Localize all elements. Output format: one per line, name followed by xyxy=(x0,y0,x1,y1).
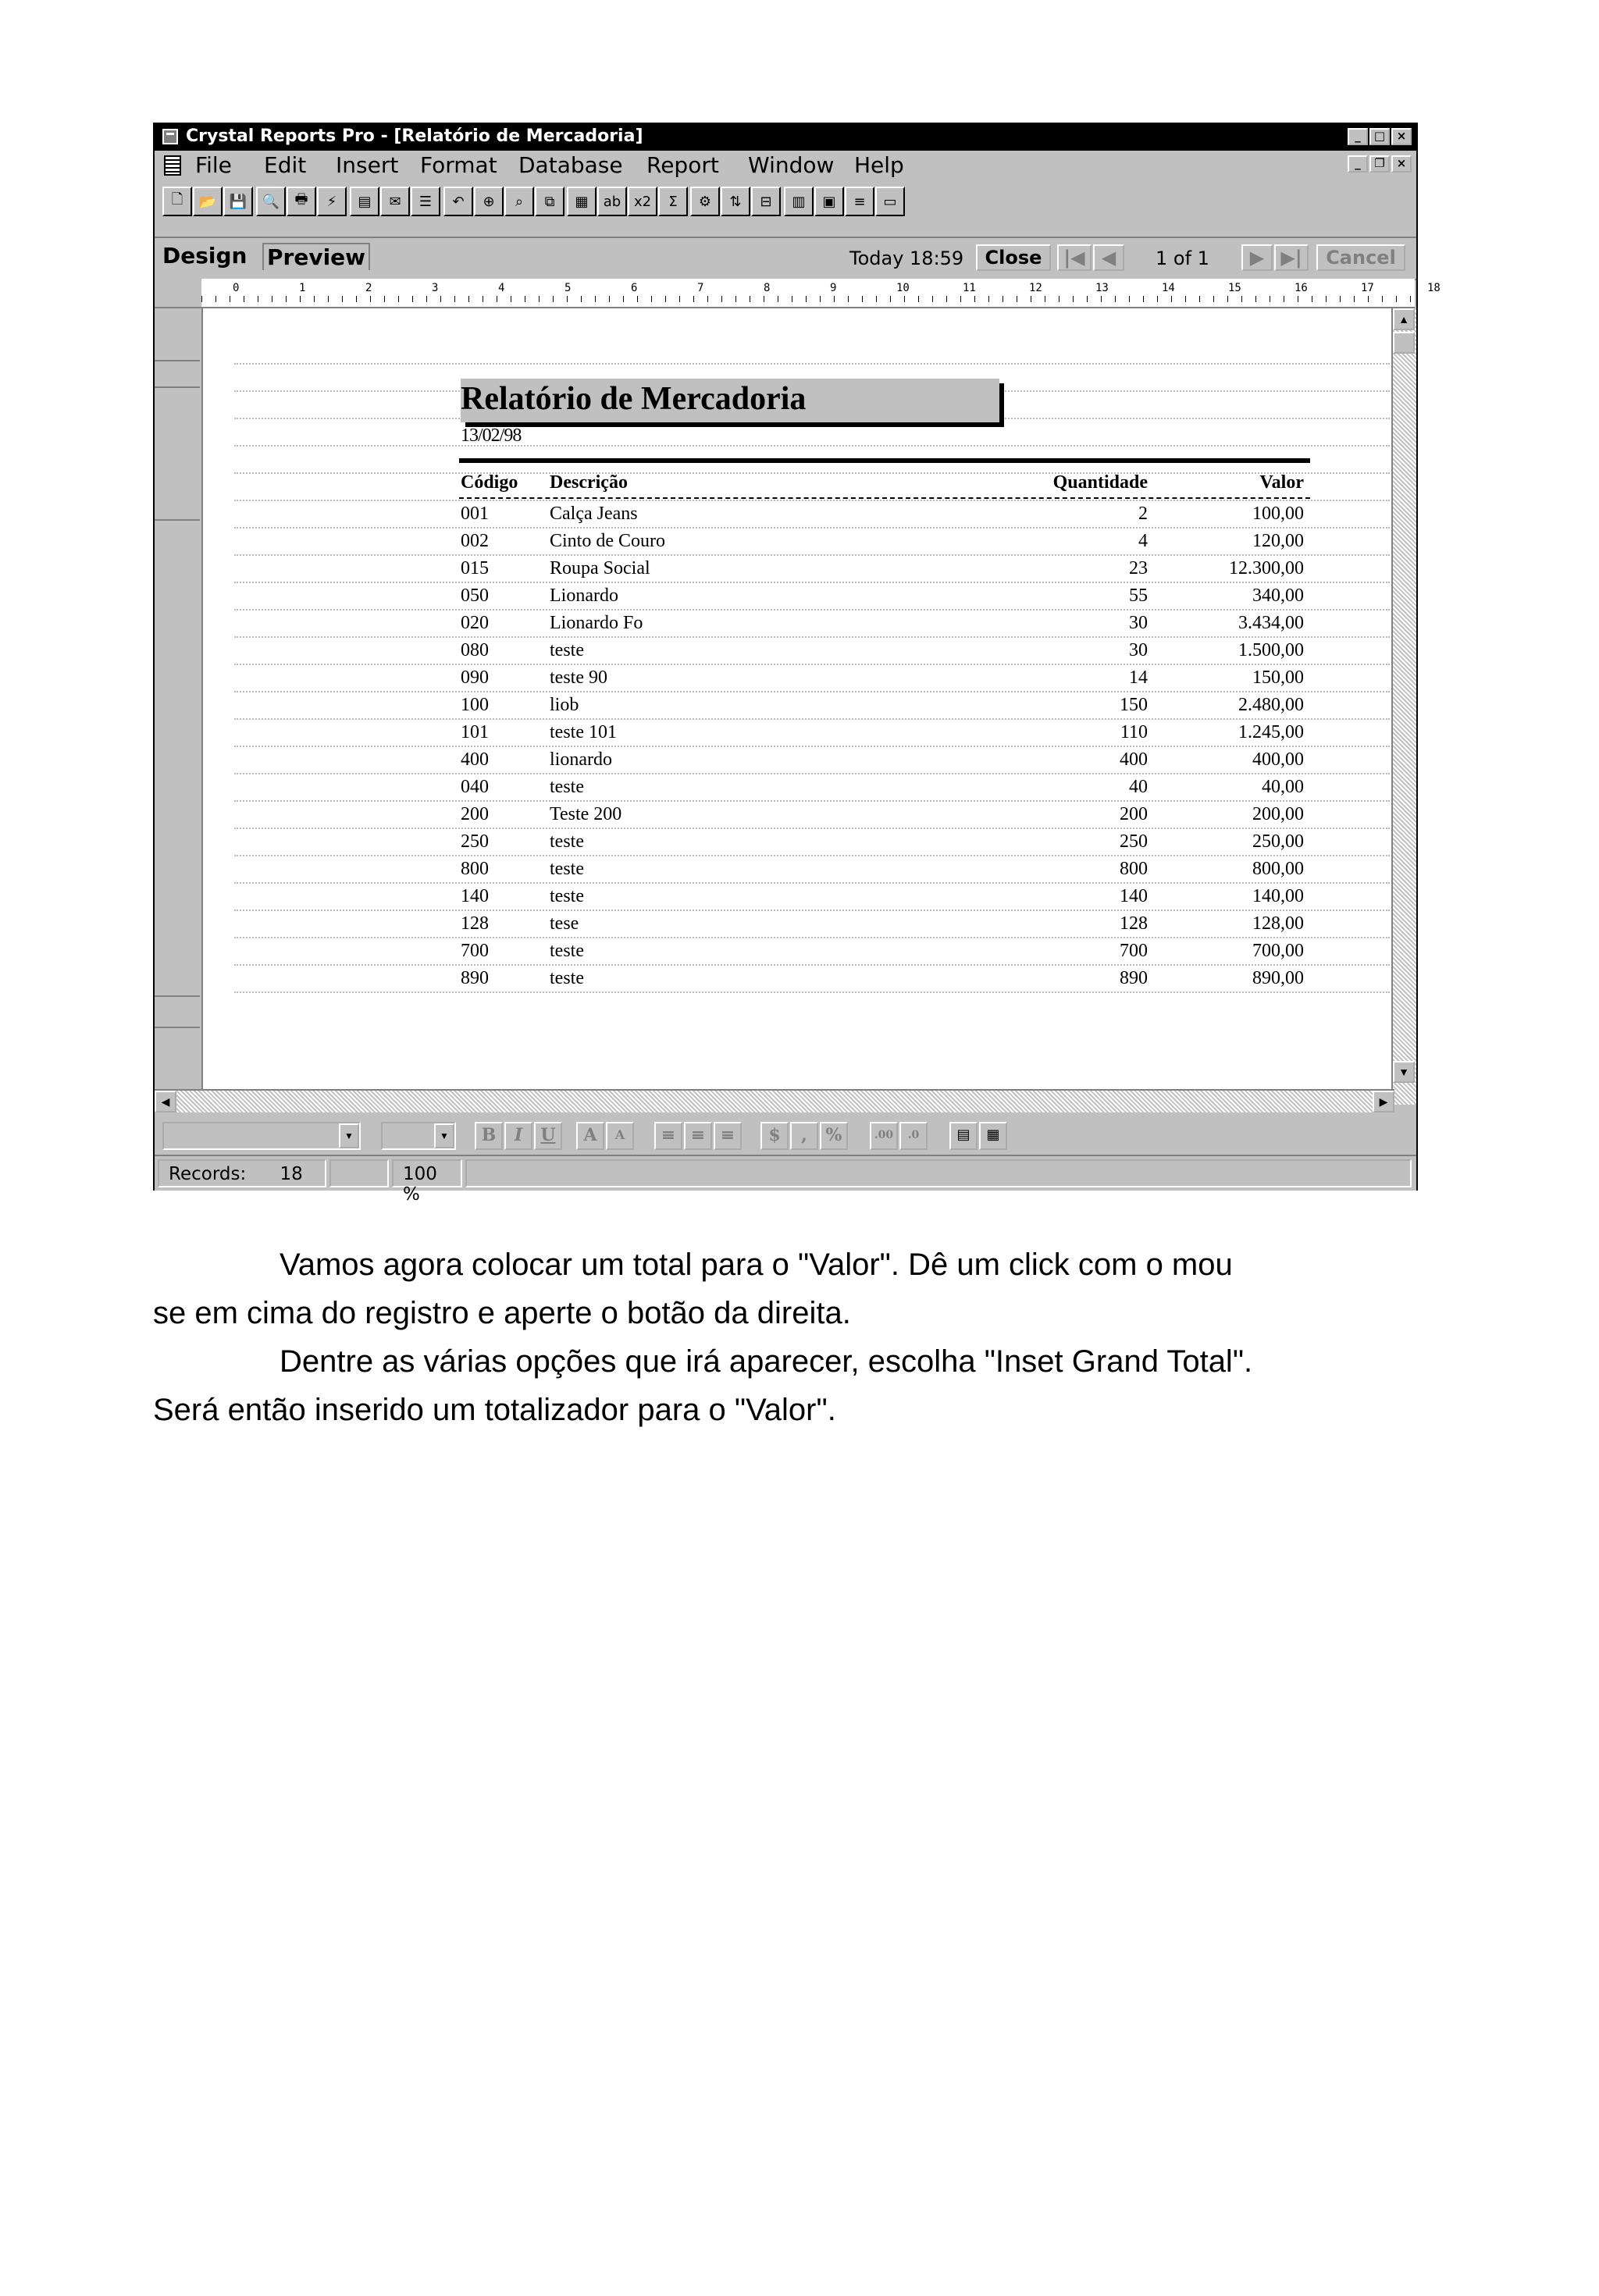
cell-codigo[interactable]: 200 xyxy=(461,804,489,824)
horizontal-scrollbar[interactable] xyxy=(155,1089,1394,1114)
ruler-tick-label: 7 xyxy=(697,282,704,294)
insert-summary-icon[interactable]: Σ xyxy=(658,187,688,216)
report-canvas[interactable] xyxy=(203,308,1405,1089)
menu-report[interactable]: Report xyxy=(646,152,719,178)
grid-guide-line xyxy=(234,554,1390,556)
doc-close-button[interactable]: × xyxy=(1391,155,1412,173)
ruler-tick-label: 18 xyxy=(1427,282,1441,294)
menu-file[interactable]: File xyxy=(195,152,232,178)
thousands-separator-icon[interactable]: , xyxy=(790,1122,818,1150)
scroll-left-button[interactable]: ◀ xyxy=(155,1091,176,1112)
scroll-down-button[interactable]: ▼ xyxy=(1393,1061,1415,1083)
ruler-corner xyxy=(155,279,201,308)
cell-codigo[interactable]: 890 xyxy=(461,968,489,988)
cell-descricao[interactable]: Lionardo Fo xyxy=(550,613,643,633)
cell-descricao[interactable]: tese xyxy=(550,913,579,934)
window-title: Crystal Reports Pro - [Relatório de Mercadoria] xyxy=(186,126,643,146)
grid-guide-line xyxy=(234,582,1390,583)
preview-header-bar xyxy=(155,237,1416,280)
cell-valor[interactable]: 12.300,00 xyxy=(1229,558,1304,578)
cell-valor[interactable]: 700,00 xyxy=(1252,941,1304,961)
cell-quantidade[interactable]: 2 xyxy=(1138,504,1148,524)
grid-guide-line xyxy=(234,964,1390,966)
ruler-tick-label: 1 xyxy=(299,282,306,294)
doc-restore-button[interactable]: ❐ xyxy=(1369,155,1390,173)
cancel-button[interactable]: Cancel xyxy=(1316,244,1405,271)
cell-descricao[interactable]: teste xyxy=(550,640,584,660)
grid-guide-line xyxy=(234,445,1390,447)
cell-valor[interactable]: 150,00 xyxy=(1252,667,1304,688)
percent-icon[interactable]: % xyxy=(820,1122,848,1150)
cell-quantidade[interactable]: 150 xyxy=(1120,695,1148,715)
save-icon[interactable]: 💾 xyxy=(223,187,253,216)
format-field-icon[interactable]: ▤ xyxy=(949,1122,978,1150)
cell-codigo[interactable]: 101 xyxy=(461,722,489,742)
font-name-combo[interactable]: ▼ xyxy=(162,1122,361,1150)
ruler-tick-label: 4 xyxy=(498,282,505,294)
cell-quantidade[interactable]: 700 xyxy=(1120,941,1148,961)
report-expert-icon[interactable]: ☰ xyxy=(411,187,440,216)
cell-codigo[interactable]: 140 xyxy=(461,886,489,906)
scroll-thumb[interactable] xyxy=(1393,332,1415,354)
grid-guide-line xyxy=(234,882,1390,884)
cell-descricao[interactable]: teste 101 xyxy=(550,722,617,742)
ruler-tick-label: 14 xyxy=(1162,282,1175,294)
body-line-4: Será então inserido um totalizador para o "Valor". xyxy=(153,1393,836,1427)
report-date[interactable]: 13/02/98 xyxy=(461,425,522,446)
cell-valor[interactable]: 3.434,00 xyxy=(1238,613,1304,633)
align-right-icon[interactable]: ≡ xyxy=(714,1122,742,1150)
grid-guide-line xyxy=(234,691,1390,692)
ruler-tick-label: 11 xyxy=(963,282,976,294)
vertical-scrollbar[interactable] xyxy=(1391,308,1416,1105)
insert-chart-icon[interactable]: ▥ xyxy=(784,187,814,216)
cell-quantidade[interactable]: 800 xyxy=(1120,859,1148,879)
status-message-panel xyxy=(465,1159,1412,1187)
cell-quantidade[interactable]: 128 xyxy=(1120,913,1148,934)
close-window-button[interactable]: × xyxy=(1391,128,1412,145)
cell-descricao[interactable]: teste 90 xyxy=(550,667,607,688)
new-icon[interactable]: 🗋 xyxy=(162,187,192,216)
print-preview-icon[interactable]: 🔍 xyxy=(256,187,286,216)
cell-codigo[interactable]: 020 xyxy=(461,613,489,633)
cell-valor[interactable]: 250,00 xyxy=(1252,831,1304,852)
cell-codigo[interactable]: 100 xyxy=(461,695,489,715)
grid-guide-line xyxy=(234,609,1390,610)
cell-codigo[interactable]: 250 xyxy=(461,831,489,852)
cell-valor[interactable]: 100,00 xyxy=(1252,504,1304,524)
cell-quantidade[interactable]: 14 xyxy=(1129,667,1148,688)
find-icon[interactable]: ⌕ xyxy=(504,187,534,216)
grid-guide-line xyxy=(234,363,1390,365)
cell-quantidade[interactable]: 890 xyxy=(1120,968,1148,988)
ruler-tick-label: 12 xyxy=(1029,282,1042,294)
grid-guide-line xyxy=(234,746,1390,747)
cell-valor[interactable]: 140,00 xyxy=(1252,886,1304,906)
cell-descricao[interactable]: teste xyxy=(550,968,584,988)
grid-guide-line xyxy=(234,910,1390,911)
cell-descricao[interactable]: Calça Jeans xyxy=(550,504,638,524)
grid-guide-line xyxy=(234,500,1390,501)
status-bar xyxy=(155,1155,1416,1205)
grid-guide-line xyxy=(234,937,1390,938)
minimize-button[interactable]: _ xyxy=(1348,128,1368,145)
today-timestamp: Today 18:59 xyxy=(849,247,964,269)
ruler-tick-label: 6 xyxy=(631,282,638,294)
sort-order-icon[interactable]: ⇅ xyxy=(721,187,750,216)
menu-bar xyxy=(155,151,1416,180)
group-icon[interactable]: ⊟ xyxy=(751,187,781,216)
export-icon[interactable]: ▤ xyxy=(350,187,379,216)
next-page-button[interactable]: ▶ xyxy=(1241,244,1273,271)
ruler-tick-label: 10 xyxy=(896,282,910,294)
section-gutter xyxy=(155,308,203,1089)
column-header-valor[interactable]: Valor xyxy=(1259,472,1304,493)
page-indicator: 1 of 1 xyxy=(1156,247,1209,269)
decrease-decimals-icon[interactable]: .0 xyxy=(899,1122,928,1150)
cell-codigo[interactable]: 001 xyxy=(461,504,489,524)
increase-font-icon[interactable]: A xyxy=(576,1122,604,1150)
cell-quantidade[interactable]: 4 xyxy=(1138,531,1148,551)
cell-descricao[interactable]: Lionardo xyxy=(550,586,618,606)
menu-insert[interactable]: Insert xyxy=(336,152,399,178)
cell-codigo[interactable]: 128 xyxy=(461,913,489,934)
horizontal-ruler xyxy=(201,279,1441,308)
cell-descricao[interactable]: liob xyxy=(550,695,579,715)
cell-quantidade[interactable]: 40 xyxy=(1129,777,1148,797)
status-empty-panel xyxy=(329,1159,389,1187)
cell-quantidade[interactable]: 30 xyxy=(1129,613,1148,633)
tab-preview[interactable]: Preview xyxy=(262,243,370,270)
cell-quantidade[interactable]: 200 xyxy=(1120,804,1148,824)
title-rule xyxy=(459,458,1310,463)
format-toolbar xyxy=(155,1112,1416,1153)
currency-icon[interactable]: $ xyxy=(760,1122,789,1150)
maximize-button[interactable]: □ xyxy=(1369,128,1390,145)
grid-guide-line xyxy=(234,773,1390,774)
body-line-3: Dentre as várias opções que irá aparecer, escolha "Inset Grand Total". xyxy=(280,1344,1253,1379)
menu-window[interactable]: Window xyxy=(748,152,835,178)
grid-guide-line xyxy=(234,664,1390,665)
align-center-icon[interactable]: ≡ xyxy=(684,1122,712,1150)
refresh-icon[interactable]: ⚡ xyxy=(317,187,347,216)
body-line-2: se em cima do registro e aperte o botão da direita. xyxy=(153,1296,851,1330)
records-count: 18 xyxy=(280,1164,303,1184)
ruler-tick-label: 9 xyxy=(830,282,837,294)
menu-help[interactable]: Help xyxy=(854,152,904,178)
decrease-font-icon[interactable]: A xyxy=(606,1122,634,1150)
cell-quantidade[interactable]: 30 xyxy=(1129,640,1148,660)
cell-codigo[interactable]: 015 xyxy=(461,558,489,578)
grid-guide-line xyxy=(234,800,1390,802)
cell-codigo[interactable]: 400 xyxy=(461,749,489,770)
cell-quantidade[interactable]: 250 xyxy=(1120,831,1148,852)
ruler-tick-label: 17 xyxy=(1361,282,1374,294)
menu-format[interactable]: Format xyxy=(420,152,497,178)
print-icon[interactable]: 🖶 xyxy=(287,187,316,216)
font-size-combo[interactable]: ▼ xyxy=(381,1122,456,1150)
cell-quantidade[interactable]: 400 xyxy=(1120,749,1148,770)
scroll-up-button[interactable]: ▲ xyxy=(1393,308,1415,330)
last-page-button[interactable]: ▶| xyxy=(1274,244,1309,271)
ruler-tick-label: 8 xyxy=(764,282,771,294)
insert-formula-icon[interactable]: x2 xyxy=(628,187,657,216)
cell-valor[interactable]: 128,00 xyxy=(1252,913,1304,934)
cell-descricao[interactable]: lionardo xyxy=(550,749,612,770)
zoom-icon[interactable]: ⊕ xyxy=(474,187,504,216)
menu-database[interactable]: Database xyxy=(518,152,623,178)
bold-button[interactable]: B xyxy=(475,1122,503,1150)
cell-descricao[interactable]: teste xyxy=(550,941,584,961)
cell-valor[interactable]: 1.500,00 xyxy=(1238,640,1304,660)
header-rule xyxy=(459,497,1310,499)
insert-text-field-icon[interactable]: ab xyxy=(597,187,627,216)
align-left-icon[interactable]: ≡ xyxy=(654,1122,682,1150)
menu-edit[interactable]: Edit xyxy=(264,152,307,178)
mail-icon[interactable]: ✉ xyxy=(380,187,410,216)
previous-page-button[interactable]: ◀ xyxy=(1093,244,1124,271)
zoom-panel: 100 % xyxy=(392,1159,462,1187)
align-icon[interactable]: ≡ xyxy=(845,187,874,216)
ruler-tick-label: 0 xyxy=(233,282,240,294)
cell-codigo[interactable]: 040 xyxy=(461,777,489,797)
grid-guide-line xyxy=(234,828,1390,829)
italic-button[interactable]: I xyxy=(504,1122,532,1150)
select-expert-icon[interactable]: ⚙ xyxy=(690,187,720,216)
cell-codigo[interactable]: 800 xyxy=(461,859,489,879)
cell-codigo[interactable]: 090 xyxy=(461,667,489,688)
cell-valor[interactable]: 2.480,00 xyxy=(1238,695,1304,715)
cascade-icon[interactable]: ⧉ xyxy=(535,187,564,216)
grid-guide-line xyxy=(234,636,1390,638)
cell-quantidade[interactable]: 140 xyxy=(1120,886,1148,906)
report-title[interactable]: Relatório de Mercadoria xyxy=(461,381,807,417)
records-label: Records: xyxy=(169,1164,247,1184)
ruler-tick-label: 3 xyxy=(432,282,439,294)
body-line-1: Vamos agora colocar um total para o "Valor". Dê um click com o mou xyxy=(280,1248,1233,1282)
column-header-quantidade[interactable]: Quantidade xyxy=(1052,472,1148,493)
insert-database-field-icon[interactable]: ▦ xyxy=(567,187,597,216)
cell-valor[interactable]: 890,00 xyxy=(1252,968,1304,988)
first-page-button[interactable]: |◀ xyxy=(1057,244,1092,271)
cell-codigo[interactable]: 080 xyxy=(461,640,489,660)
cell-descricao[interactable]: teste xyxy=(550,886,584,906)
document-icon[interactable] xyxy=(164,155,181,176)
tab-design[interactable]: Design xyxy=(162,243,248,269)
cell-codigo[interactable]: 700 xyxy=(461,941,489,961)
cell-descricao[interactable]: Cinto de Couro xyxy=(550,531,665,551)
scroll-right-button[interactable]: ▶ xyxy=(1373,1091,1394,1112)
grid-guide-line xyxy=(234,718,1390,720)
border-icon[interactable]: ▦ xyxy=(979,1122,1007,1150)
cell-valor[interactable]: 340,00 xyxy=(1252,586,1304,606)
records-panel xyxy=(158,1159,326,1187)
cell-descricao[interactable]: Teste 200 xyxy=(550,804,622,824)
cell-descricao[interactable]: teste xyxy=(550,859,584,879)
cell-valor[interactable]: 400,00 xyxy=(1252,749,1304,770)
cell-valor[interactable]: 800,00 xyxy=(1252,859,1304,879)
cell-valor[interactable]: 200,00 xyxy=(1252,804,1304,824)
insert-box-icon[interactable]: ▭ xyxy=(875,187,905,216)
ruler-tick-label: 16 xyxy=(1295,282,1308,294)
cell-quantidade[interactable]: 23 xyxy=(1129,558,1148,578)
grid-guide-line xyxy=(234,991,1390,993)
cell-valor[interactable]: 120,00 xyxy=(1252,531,1304,551)
main-toolbar xyxy=(155,180,1416,219)
column-header-codigo[interactable]: Código xyxy=(461,472,518,493)
cell-quantidade[interactable]: 110 xyxy=(1120,722,1148,742)
ruler-tick-label: 15 xyxy=(1228,282,1241,294)
close-preview-button[interactable]: Close xyxy=(976,244,1051,271)
undo-icon[interactable]: ↶ xyxy=(443,187,473,216)
doc-minimize-button[interactable]: _ xyxy=(1348,155,1368,173)
cell-descricao[interactable]: teste xyxy=(550,777,584,797)
cell-quantidade[interactable]: 55 xyxy=(1129,586,1148,606)
open-icon[interactable]: 📂 xyxy=(193,187,223,216)
insert-picture-icon[interactable]: ▣ xyxy=(814,187,844,216)
ruler-tick-label: 5 xyxy=(564,282,572,294)
cell-codigo[interactable]: 002 xyxy=(461,531,489,551)
grid-guide-line xyxy=(234,855,1390,856)
ruler-tick-label: 13 xyxy=(1095,282,1109,294)
crystal-reports-window xyxy=(153,123,1441,1205)
cell-descricao[interactable]: Roupa Social xyxy=(550,558,650,578)
app-icon[interactable] xyxy=(162,129,178,144)
column-header-descricao[interactable]: Descrição xyxy=(550,472,628,493)
cell-valor[interactable]: 40,00 xyxy=(1262,777,1304,797)
grid-guide-line xyxy=(234,527,1390,529)
increase-decimals-icon[interactable]: .00 xyxy=(870,1122,898,1150)
cell-valor[interactable]: 1.245,00 xyxy=(1238,722,1304,742)
underline-button[interactable]: U xyxy=(534,1122,562,1150)
title-bar xyxy=(155,124,1416,151)
ruler-tick-label: 2 xyxy=(365,282,372,294)
cell-codigo[interactable]: 050 xyxy=(461,586,489,606)
cell-descricao[interactable]: teste xyxy=(550,831,584,852)
